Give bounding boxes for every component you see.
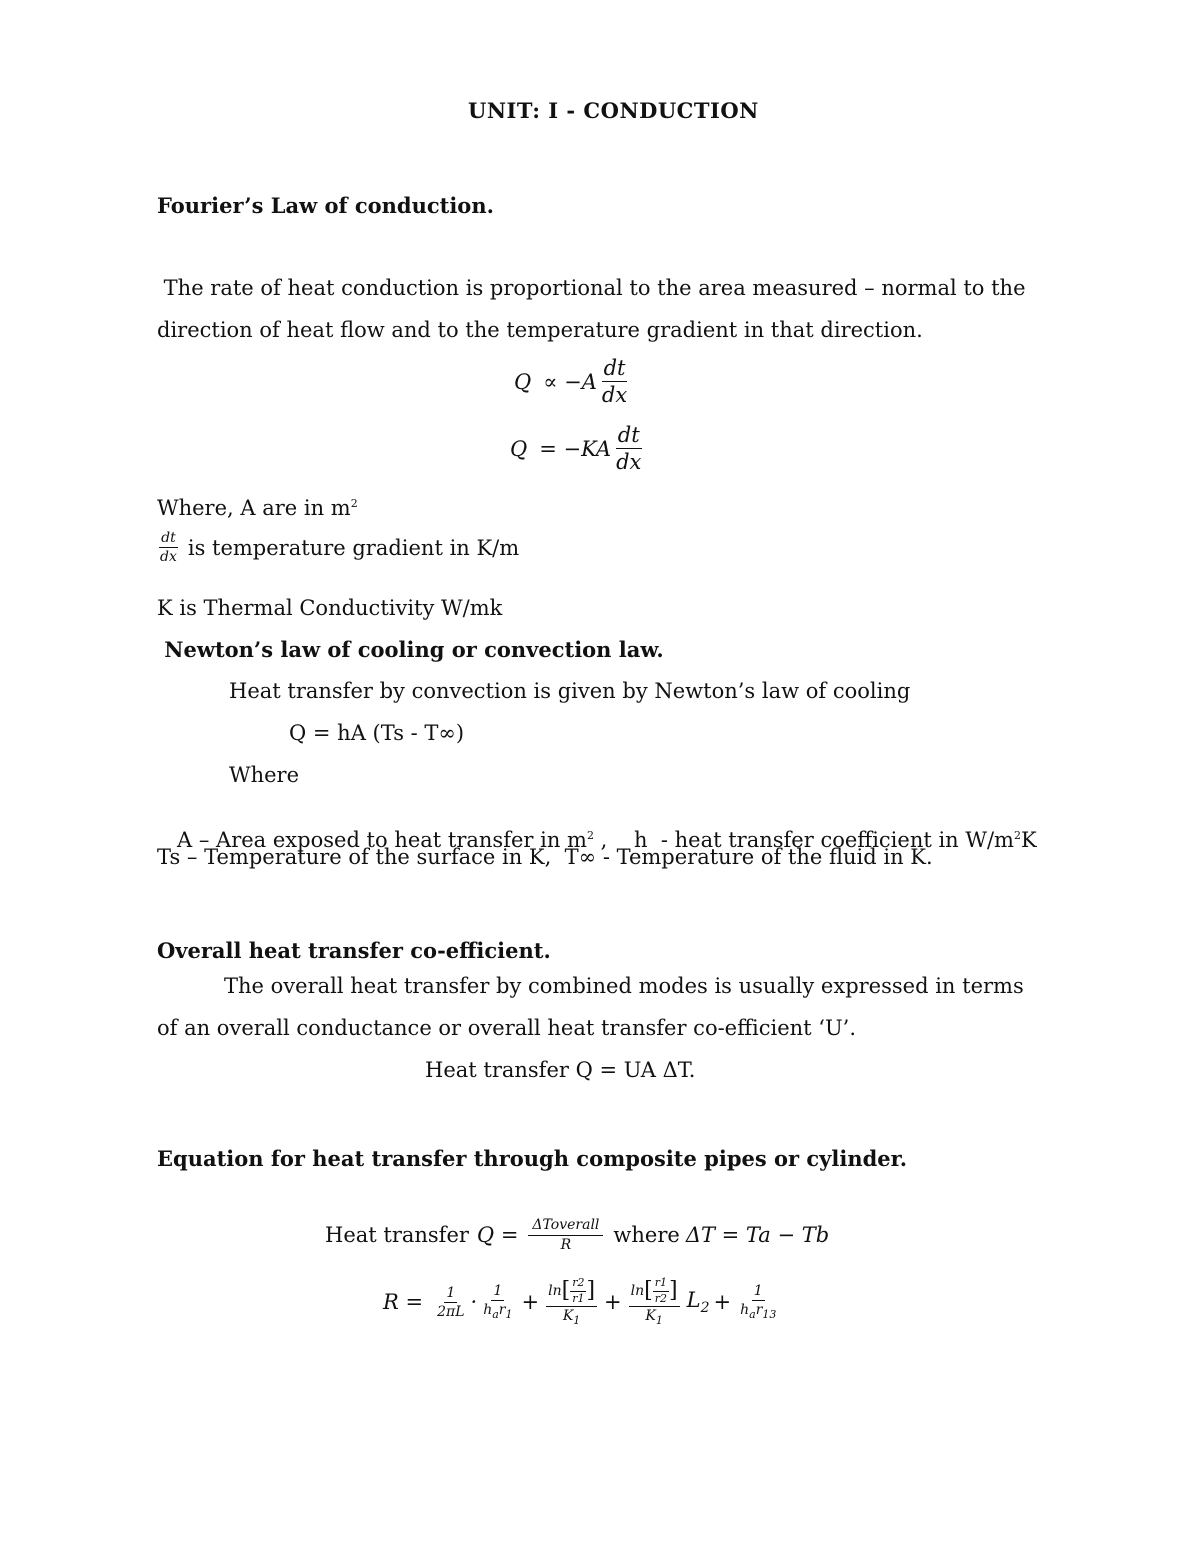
overall-formula: Heat transfer Q = UA ΔT. bbox=[425, 1058, 696, 1082]
r-term2-sub-1: 1 bbox=[505, 1307, 513, 1321]
newton-def1b-end: K bbox=[1020, 828, 1037, 852]
r-l2-sub: 2 bbox=[700, 1300, 710, 1317]
newton-where: Where bbox=[229, 763, 300, 787]
gradient-definition bbox=[155, 530, 519, 565]
overall-heading: Overall heat transfer co-efficient. bbox=[157, 938, 551, 963]
r-term4-ln: ln bbox=[630, 1283, 645, 1300]
eq-where: where bbox=[613, 1223, 680, 1248]
where-area bbox=[157, 496, 358, 520]
newton-def1a-sup: 2 bbox=[586, 829, 594, 842]
r-term5-sub-a: a bbox=[749, 1307, 756, 1321]
newton-formula: Q = hA (Ts - T∞) bbox=[289, 721, 465, 745]
plus-2: + bbox=[604, 1290, 622, 1315]
r-term2 bbox=[481, 1283, 514, 1322]
r-dot: · bbox=[470, 1290, 478, 1315]
eq-q: Q = bbox=[476, 1223, 519, 1248]
r-l2 bbox=[687, 1288, 710, 1316]
page-title: UNIT: I - CONDUCTION bbox=[468, 98, 759, 123]
r-term4 bbox=[629, 1277, 680, 1328]
fourier-law-equation bbox=[510, 423, 646, 474]
eq-den: R bbox=[560, 1237, 572, 1254]
r-term3-k: K bbox=[562, 1308, 574, 1325]
r-term3 bbox=[546, 1277, 597, 1328]
r-term2-r: r bbox=[498, 1302, 506, 1319]
eq1-num: dt bbox=[602, 356, 628, 382]
newton-heading: Newton’s law of cooling or convection law. bbox=[157, 637, 664, 662]
r-term1 bbox=[435, 1285, 466, 1320]
fourier-proportional-equation bbox=[514, 356, 632, 407]
r-term5 bbox=[738, 1283, 778, 1322]
r-term3-top: r2 bbox=[570, 1277, 586, 1292]
eq2-rel: = −KA bbox=[539, 436, 612, 461]
eq-num: ΔToverall bbox=[528, 1217, 603, 1236]
r-term4-ratio bbox=[653, 1277, 669, 1305]
r-lhs: R = bbox=[383, 1290, 424, 1315]
eq-prefix: Heat transfer bbox=[325, 1223, 469, 1248]
r-term5-sub-13: 13 bbox=[762, 1307, 777, 1321]
composite-resistance-equation bbox=[383, 1277, 781, 1328]
r-term5-num: 1 bbox=[752, 1283, 765, 1301]
r-term4-num: ln [ $\frac{r1}{r2}$ ] bbox=[629, 1277, 680, 1307]
newton-line1: Heat transfer by convection is given by Newton’s law of cooling bbox=[229, 679, 911, 703]
r-term2-h: h bbox=[483, 1302, 493, 1319]
eq2-lhs: Q bbox=[510, 436, 528, 461]
r-term1-num: 1 bbox=[444, 1285, 457, 1303]
eq2-den: dx bbox=[616, 450, 642, 475]
gradient-num: dt bbox=[159, 530, 178, 548]
r-l2-base: L bbox=[686, 1288, 701, 1313]
eq1-rel: ∝ −A bbox=[543, 369, 597, 394]
fourier-para-line1: The rate of heat conduction is proportional to the area measured – normal to the bbox=[157, 276, 1026, 300]
r-term1-den: 2πL bbox=[437, 1303, 465, 1320]
r-term3-den bbox=[561, 1307, 582, 1327]
where-area-text: Where, A are in m bbox=[157, 496, 351, 520]
where-area-sup: 2 bbox=[350, 497, 358, 510]
composite-heading: Equation for heat transfer through composite pipes or cylinder. bbox=[157, 1146, 908, 1171]
newton-definition-line2: Ts – Temperature of the surface in K, T∞ - Temperature of the fluid in K. bbox=[157, 845, 933, 869]
r-term3-bot: r1 bbox=[572, 1291, 585, 1305]
r-term4-k-sub: 1 bbox=[655, 1314, 663, 1328]
overall-line2: of an overall conductance or overall heat transfer co-efficient ‘U’. bbox=[157, 1016, 857, 1040]
eq-fraction bbox=[528, 1217, 603, 1253]
r-term2-sub-a: a bbox=[492, 1307, 499, 1321]
plus-1: + bbox=[521, 1290, 540, 1315]
r-term2-den bbox=[481, 1301, 514, 1321]
gradient-text: is temperature gradient in K/m bbox=[187, 535, 520, 560]
eq-delta-t: ΔT = Ta − Tb bbox=[685, 1223, 830, 1248]
r-term3-ln: ln bbox=[548, 1283, 562, 1300]
newton-def1b-sup: 2 bbox=[1013, 829, 1021, 842]
r-term3-num: ln [ $\frac{r2}{r1}$ ] bbox=[546, 1277, 597, 1307]
r-term4-bot: r2 bbox=[654, 1291, 668, 1305]
conductivity-definition: K is Thermal Conductivity W/mk bbox=[157, 596, 503, 620]
newton-def1a: A – Area exposed to heat transfer in m bbox=[170, 828, 587, 852]
r-term4-k: K bbox=[645, 1308, 656, 1325]
r-term4-den bbox=[643, 1307, 664, 1327]
r-term3-ratio bbox=[570, 1277, 586, 1305]
r-term2-num: 1 bbox=[491, 1283, 504, 1301]
r-term5-r: r bbox=[755, 1302, 763, 1319]
r-term3-k-sub: 1 bbox=[573, 1314, 581, 1328]
fourier-para-line2: direction of heat flow and to the temperature gradient in that direction. bbox=[157, 318, 923, 342]
eq1-fraction bbox=[600, 356, 629, 407]
eq1-lhs: Q bbox=[514, 369, 532, 394]
newton-def1b: , h - heat transfer coefficient in W/m bbox=[593, 828, 1014, 852]
fourier-heading: Fourier’s Law of conduction. bbox=[157, 193, 494, 218]
r-term4-top: r1 bbox=[653, 1277, 669, 1292]
overall-line1: The overall heat transfer by combined modes is usually expressed in terms bbox=[224, 974, 1024, 998]
plus-3: + bbox=[713, 1290, 732, 1315]
eq2-num: dt bbox=[616, 423, 642, 449]
gradient-fraction bbox=[158, 530, 179, 565]
eq1-den: dx bbox=[601, 383, 628, 408]
r-term5-den bbox=[738, 1301, 778, 1321]
gradient-den: dx bbox=[160, 549, 177, 566]
r-term5-h: h bbox=[740, 1302, 750, 1319]
composite-heat-transfer-equation bbox=[325, 1217, 829, 1253]
eq2-fraction bbox=[614, 423, 643, 474]
